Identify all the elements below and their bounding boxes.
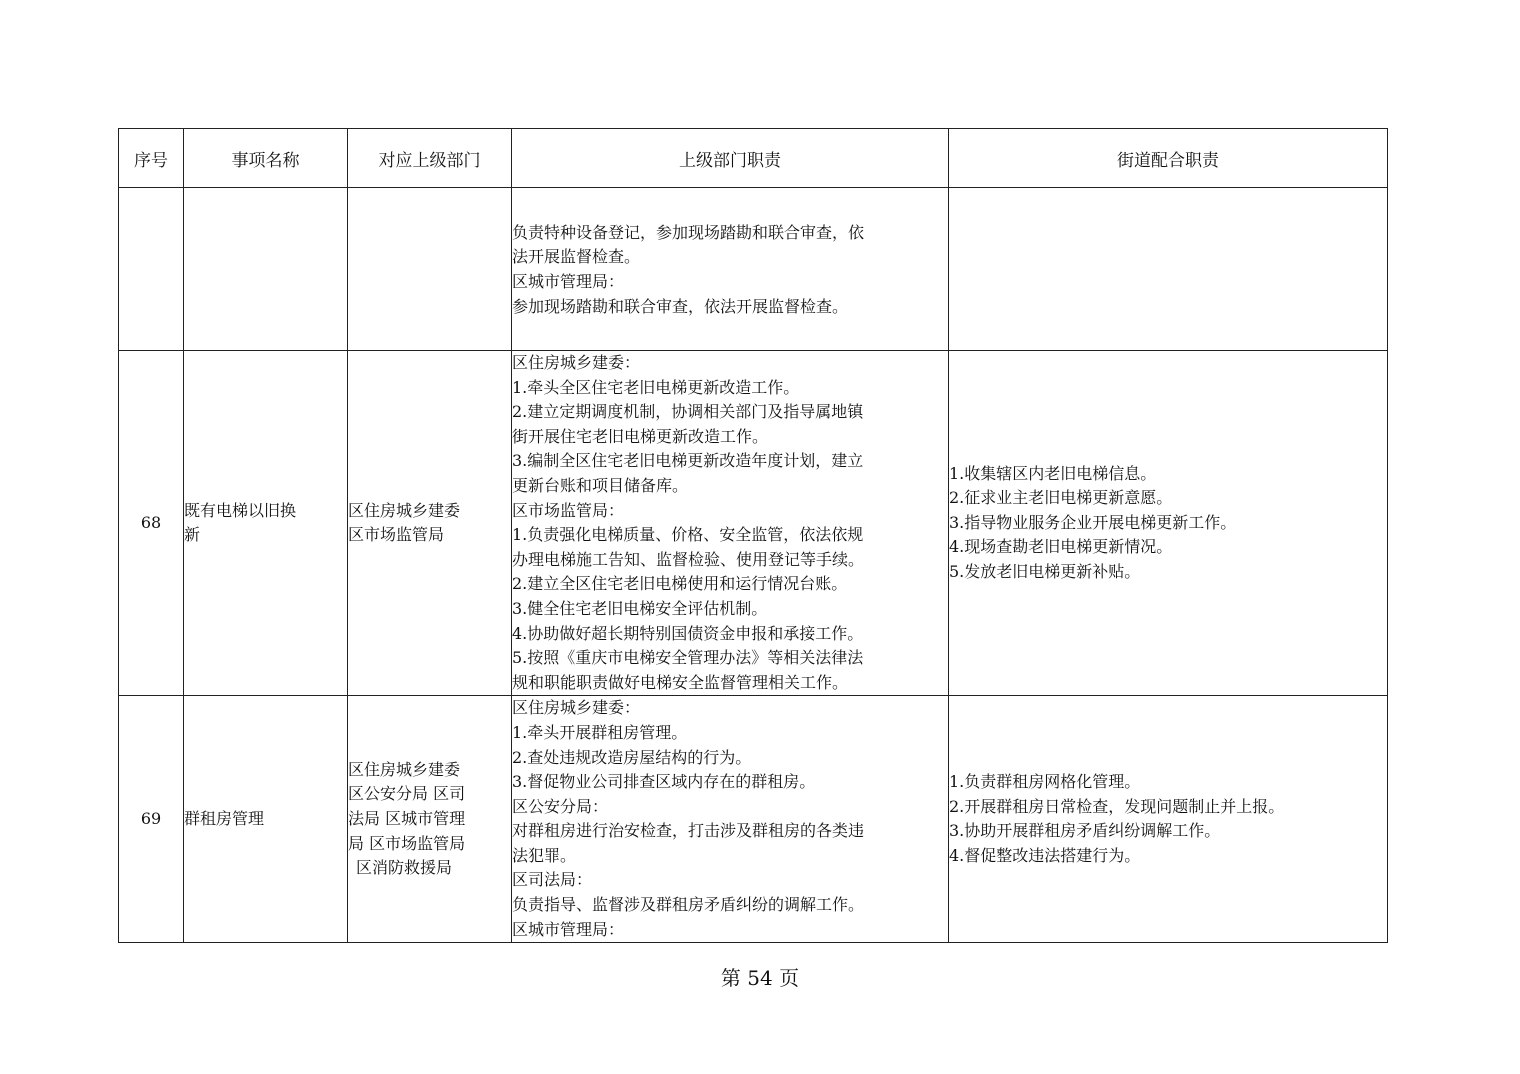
duty-line: 办理电梯施工告知、监督检验、使用登记等手续。 xyxy=(512,549,865,569)
header-superior-dept: 对应上级部门 xyxy=(348,129,512,188)
row-number: 69 xyxy=(119,696,184,943)
duty-line: 1.牵头开展群租房管理。 xyxy=(512,722,688,742)
item-name-line: 新 xyxy=(184,525,201,545)
duty-line: 区司法局： xyxy=(512,870,593,890)
department-line: 区住房城乡建委 xyxy=(348,500,461,520)
superior-departments xyxy=(348,696,512,943)
item-name-line: 群租房管理 xyxy=(184,808,265,828)
duty-line: 负责指导、监督涉及群租房矛盾纠纷的调解工作。 xyxy=(512,895,865,915)
table-row xyxy=(119,696,1388,943)
duty-line: 1.牵头全区住宅老旧电梯更新改造工作。 xyxy=(512,377,800,397)
duty-line: 1.负责强化电梯质量、价格、安全监管，依法依规 xyxy=(512,525,864,545)
table-row xyxy=(119,188,1388,351)
duty-line: 规和职能职责做好电梯安全监督管理相关工作。 xyxy=(512,672,849,692)
superior-departments xyxy=(348,188,512,351)
department-line: 局 区市场监管局 xyxy=(348,833,466,853)
street-duty-line: 1.负责群租房网格化管理。 xyxy=(949,772,1141,792)
duty-line: 3.编制全区住宅老旧电梯更新改造年度计划，建立 xyxy=(512,451,864,471)
duty-line: 区城市管理局： xyxy=(512,272,625,291)
street-duty-line: 5.发放老旧电梯更新补贴。 xyxy=(949,562,1141,582)
street-duty-line: 3.协助开展群租房矛盾纠纷调解工作。 xyxy=(949,821,1221,841)
header-street-duties: 街道配合职责 xyxy=(949,129,1388,188)
duty-line: 负责特种设备登记，参加现场踏勘和联合审查，依 xyxy=(512,222,865,242)
duty-line: 3.健全住宅老旧电梯安全评估机制。 xyxy=(512,598,768,618)
street-duties xyxy=(949,188,1388,351)
street-duty-line: 3.指导物业服务企业开展电梯更新工作。 xyxy=(949,512,1237,532)
item-name xyxy=(184,351,348,696)
duty-line: 街开展住宅老旧电梯更新改造工作。 xyxy=(512,426,769,446)
duty-line: 区住房城乡建委： xyxy=(512,353,641,372)
department-line: 法局 区城市管理 xyxy=(348,808,466,828)
superior-duties xyxy=(512,351,949,696)
street-duty-line: 2.开展群租房日常检查，发现问题制止并上报。 xyxy=(949,796,1285,816)
street-duty-line: 1.收集辖区内老旧电梯信息。 xyxy=(949,463,1157,483)
department-line: 区市场监管局 xyxy=(348,525,445,545)
item-name xyxy=(184,696,348,943)
duty-line: 区市场监管局： xyxy=(512,500,625,520)
duty-line: 区公安分局： xyxy=(512,796,609,816)
street-duties xyxy=(949,351,1388,696)
duty-line: 2.建立全区住宅老旧电梯使用和运行情况台账。 xyxy=(512,574,848,594)
department-line: 区消防救援局 xyxy=(356,858,453,878)
superior-duties xyxy=(512,696,949,943)
row-number: 68 xyxy=(119,351,184,696)
item-name xyxy=(184,188,348,351)
duty-line: 3.督促物业公司排查区域内存在的群租房。 xyxy=(512,772,816,792)
duty-line: 2.建立定期调度机制，协调相关部门及指导属地镇 xyxy=(512,402,864,422)
duty-line: 更新台账和项目储备库。 xyxy=(512,475,689,495)
duty-line: 对群租房进行治安检查，打击涉及群租房的各类违 xyxy=(512,821,865,841)
duty-line: 法犯罪。 xyxy=(512,845,577,865)
responsibility-table xyxy=(118,128,1388,943)
header-item-name: 事项名称 xyxy=(184,129,348,188)
duty-line: 2.查处违规改造房屋结构的行为。 xyxy=(512,747,752,767)
superior-duties xyxy=(512,188,949,351)
header-no: 序号 xyxy=(119,129,184,188)
duty-line: 参加现场踏勘和联合审查，依法开展监督检查。 xyxy=(512,296,849,316)
duty-line: 5.按照《重庆市电梯安全管理办法》等相关法律法 xyxy=(512,648,864,668)
duty-line: 区城市管理局： xyxy=(512,919,625,939)
department-line: 区住房城乡建委 xyxy=(348,759,461,779)
table-row xyxy=(119,351,1388,696)
duty-line: 区住房城乡建委： xyxy=(512,698,641,718)
department-line: 区公安分局 区司 xyxy=(348,784,466,804)
street-duties xyxy=(949,696,1388,943)
row-number xyxy=(119,188,184,351)
item-name-line: 既有电梯以旧换 xyxy=(184,500,297,520)
duty-line: 法开展监督检查。 xyxy=(512,247,641,267)
street-duty-line: 4.督促整改违法搭建行为。 xyxy=(949,845,1141,865)
superior-departments xyxy=(348,351,512,696)
page-number: 第 54 页 xyxy=(720,966,800,990)
table-header-row xyxy=(119,129,1388,188)
header-superior-duties: 上级部门职责 xyxy=(512,129,949,188)
street-duty-line: 2.征求业主老旧电梯更新意愿。 xyxy=(949,488,1173,508)
street-duty-line: 4.现场查勘老旧电梯更新情况。 xyxy=(949,537,1173,557)
duty-line: 4.协助做好超长期特别国债资金申报和承接工作。 xyxy=(512,623,864,643)
